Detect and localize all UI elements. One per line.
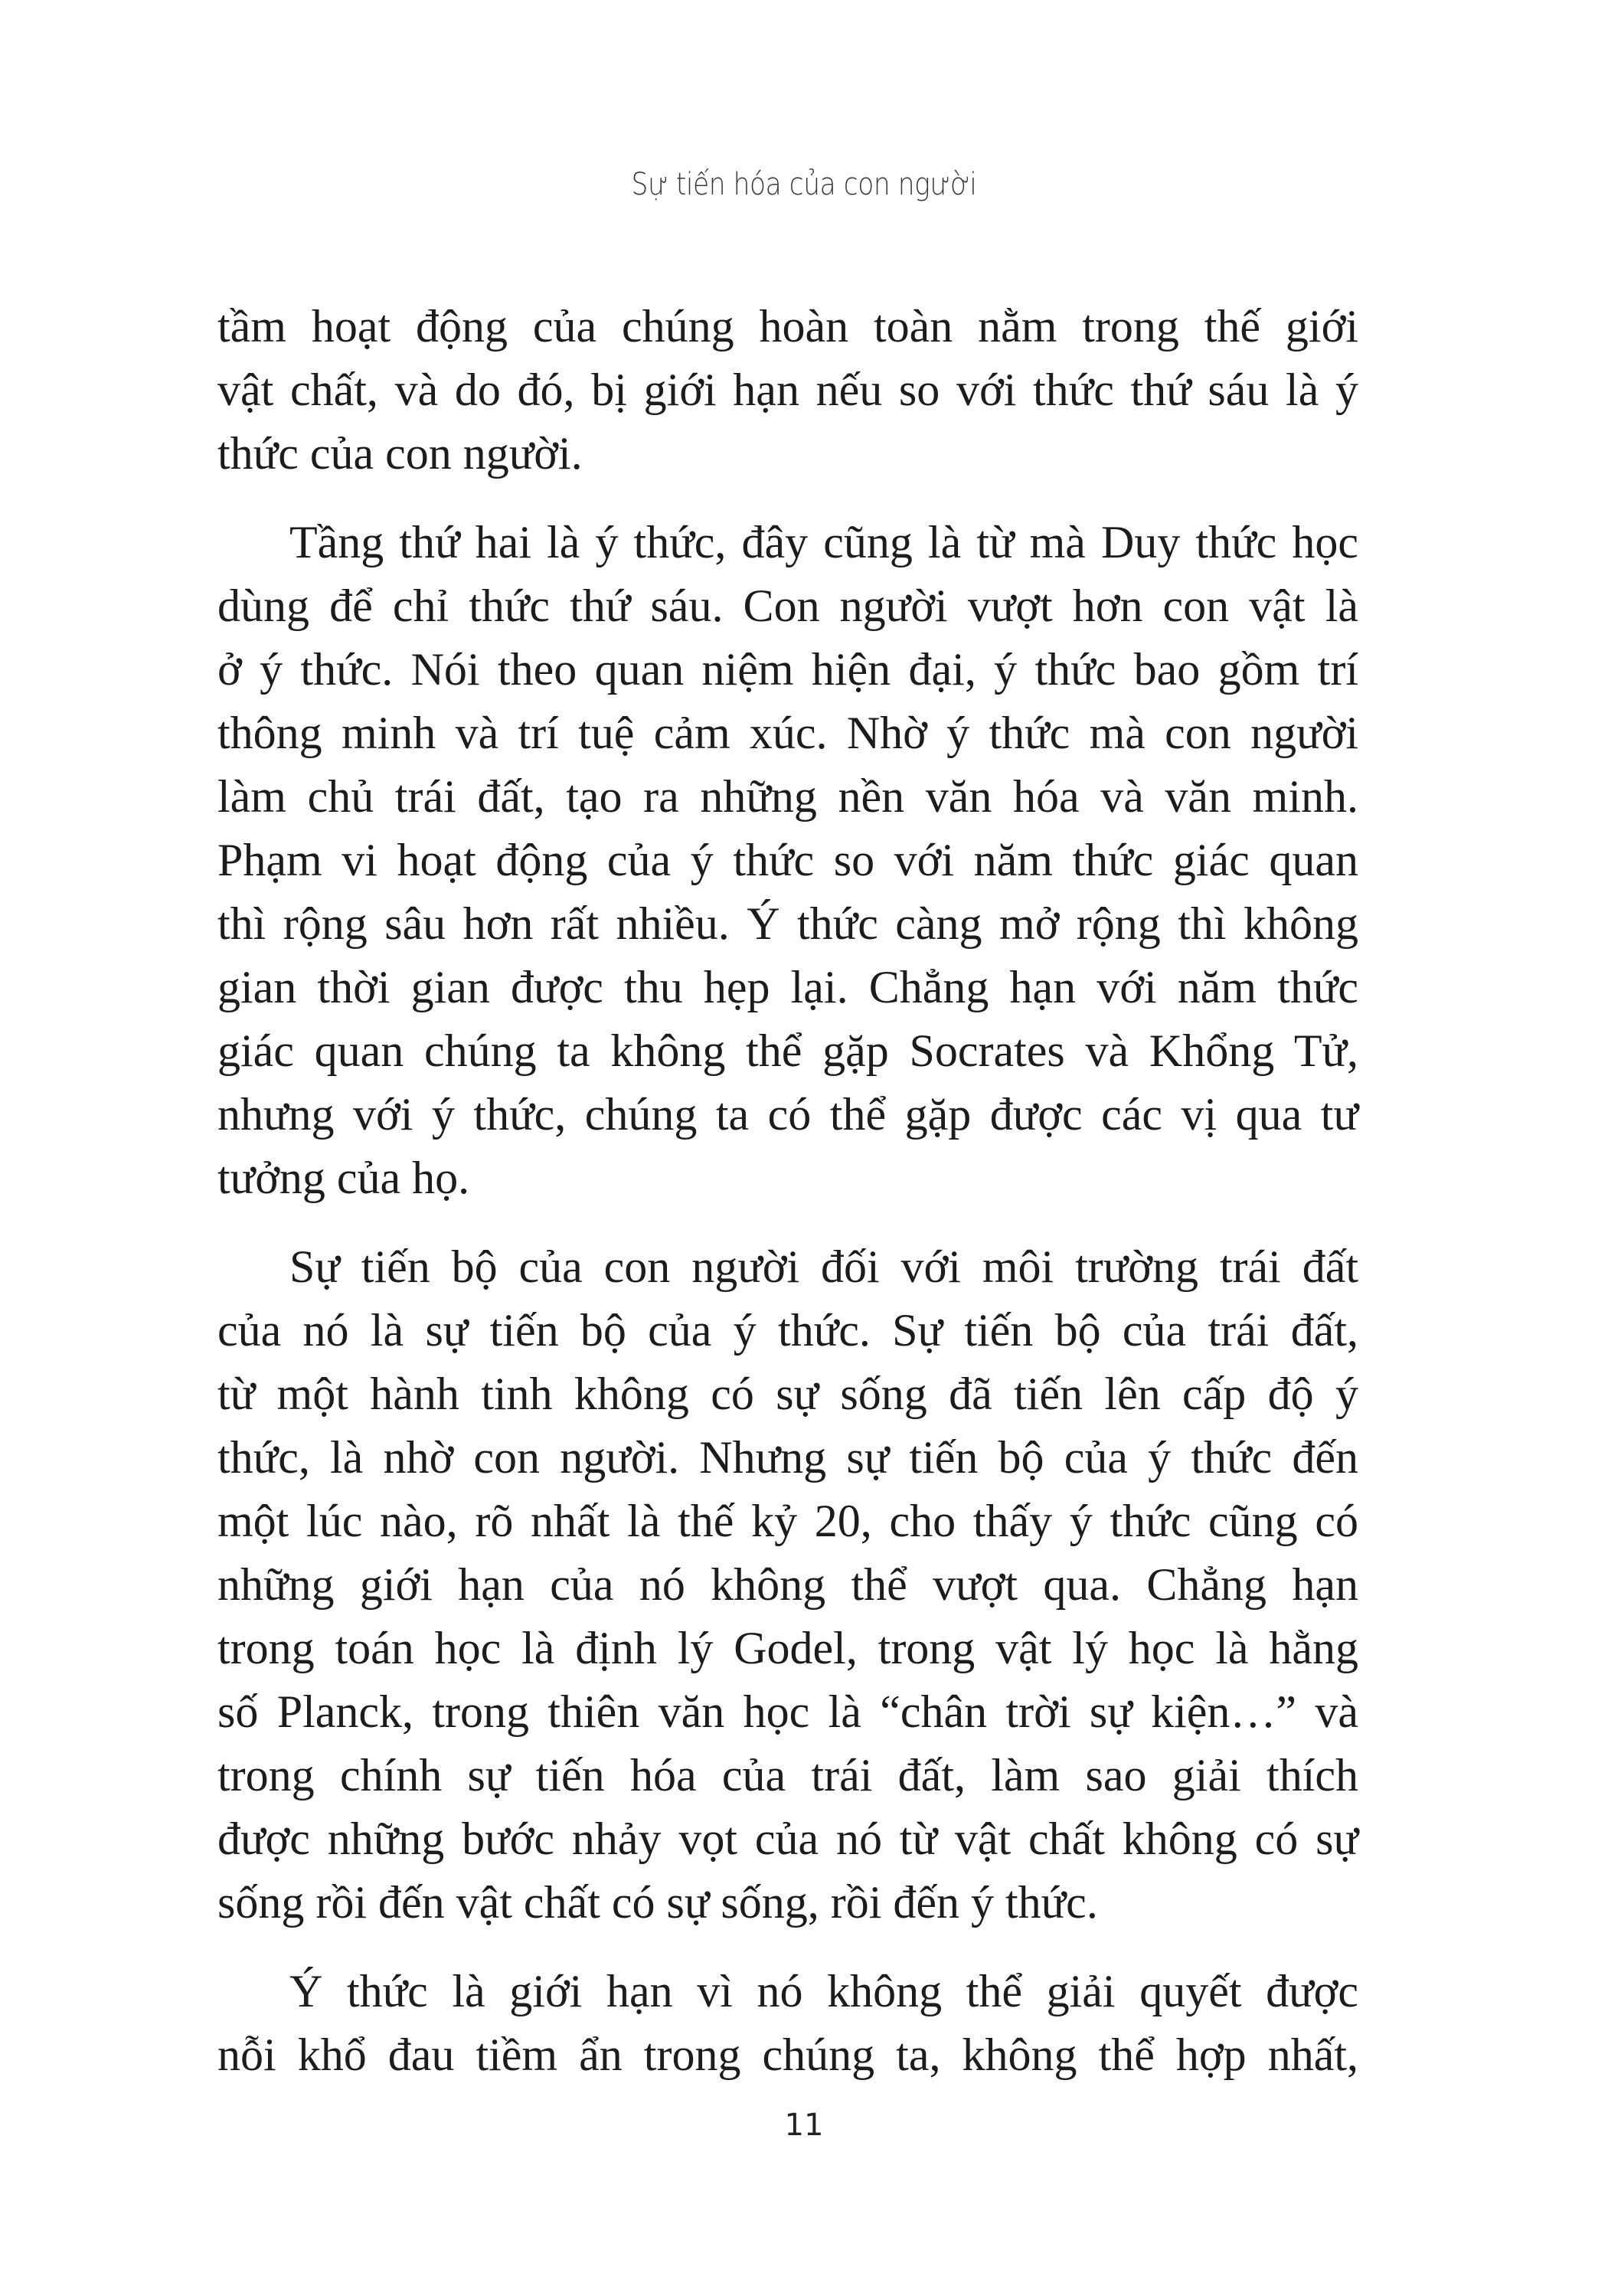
text-line: thì rộng sâu hơn rất nhiều. Ý thức càng mở rộng thì không: [217, 898, 1358, 949]
text-line: Sự tiến bộ của con người đối với môi trường trái đất: [289, 1241, 1358, 1292]
text-line: những giới hạn của nó không thể vượt qua. Chẳng hạn: [217, 1559, 1358, 1610]
text-line: thông minh và trí tuệ cảm xúc. Nhờ ý thức mà con người: [217, 708, 1358, 758]
page-number: 11: [784, 2108, 824, 2143]
text-line: Ý thức là giới hạn vì nó không thể giải quyết được: [289, 1966, 1358, 2016]
text-line: sống rồi đến vật chất có sự sống, rồi đến ý thức.: [217, 1877, 1098, 1928]
text-line: Tầng thứ hai là ý thức, đây cũng là từ mà Duy thức học: [289, 517, 1358, 567]
text-line: gian thời gian được thu hẹp lại. Chẳng hạn với năm thức: [217, 962, 1358, 1012]
text-line: một lúc nào, rõ nhất là thế kỷ 20, cho thấy ý thức cũng có: [217, 1496, 1358, 1546]
text-line: ở ý thức. Nói theo quan niệm hiện đại, ý thức bao gồm trí: [217, 644, 1358, 695]
text-line: tưởng của họ.: [217, 1153, 470, 1203]
text-line: dùng để chỉ thức thứ sáu. Con người vượt hơn con vật là: [217, 581, 1358, 631]
running-head: Sự tiến hóa của con người: [631, 167, 977, 202]
text-line: của nó là sự tiến bộ của ý thức. Sự tiến bộ của trái đất,: [217, 1305, 1358, 1356]
text-line: tầm hoạt động của chúng hoàn toàn nằm trong thế giới: [217, 301, 1358, 352]
text-line: nỗi khổ đau tiềm ẩn trong chúng ta, không thể hợp nhất,: [217, 2029, 1358, 2080]
text-line: số Planck, trong thiên văn học là “chân trời sự kiện…” và: [217, 1686, 1358, 1737]
paragraph-4: [217, 1960, 1358, 2087]
text-line: nhưng với ý thức, chúng ta có thể gặp được các vị qua tư: [217, 1089, 1358, 1140]
text-line: Phạm vi hoạt động của ý thức so với năm thức giác quan: [217, 835, 1358, 885]
text-line: được những bước nhảy vọt của nó từ vật chất không có sự: [217, 1814, 1358, 1864]
paragraph-2: [217, 511, 1358, 1210]
text-line: trong toán học là định lý Godel, trong vật lý học là hằng: [217, 1623, 1358, 1673]
text-line: từ một hành tinh không có sự sống đã tiến lên cấp độ ý: [217, 1369, 1358, 1419]
text-line: trong chính sự tiến hóa của trái đất, làm sao giải thích: [217, 1750, 1358, 1800]
text-line: thức, là nhờ con người. Nhưng sự tiến bộ của ý thức đến: [217, 1432, 1358, 1483]
body-text: [217, 295, 1358, 2112]
paragraph-1: [217, 295, 1358, 486]
text-line: làm chủ trái đất, tạo ra những nền văn hóa và văn minh.: [217, 771, 1358, 822]
text-line: vật chất, và do đó, bị giới hạn nếu so với thức thứ sáu là ý: [217, 365, 1358, 415]
text-line: giác quan chúng ta không thể gặp Socrates và Khổng Tử,: [217, 1025, 1358, 1076]
paragraph-3: [217, 1235, 1358, 1935]
text-line: thức của con người.: [217, 428, 583, 479]
